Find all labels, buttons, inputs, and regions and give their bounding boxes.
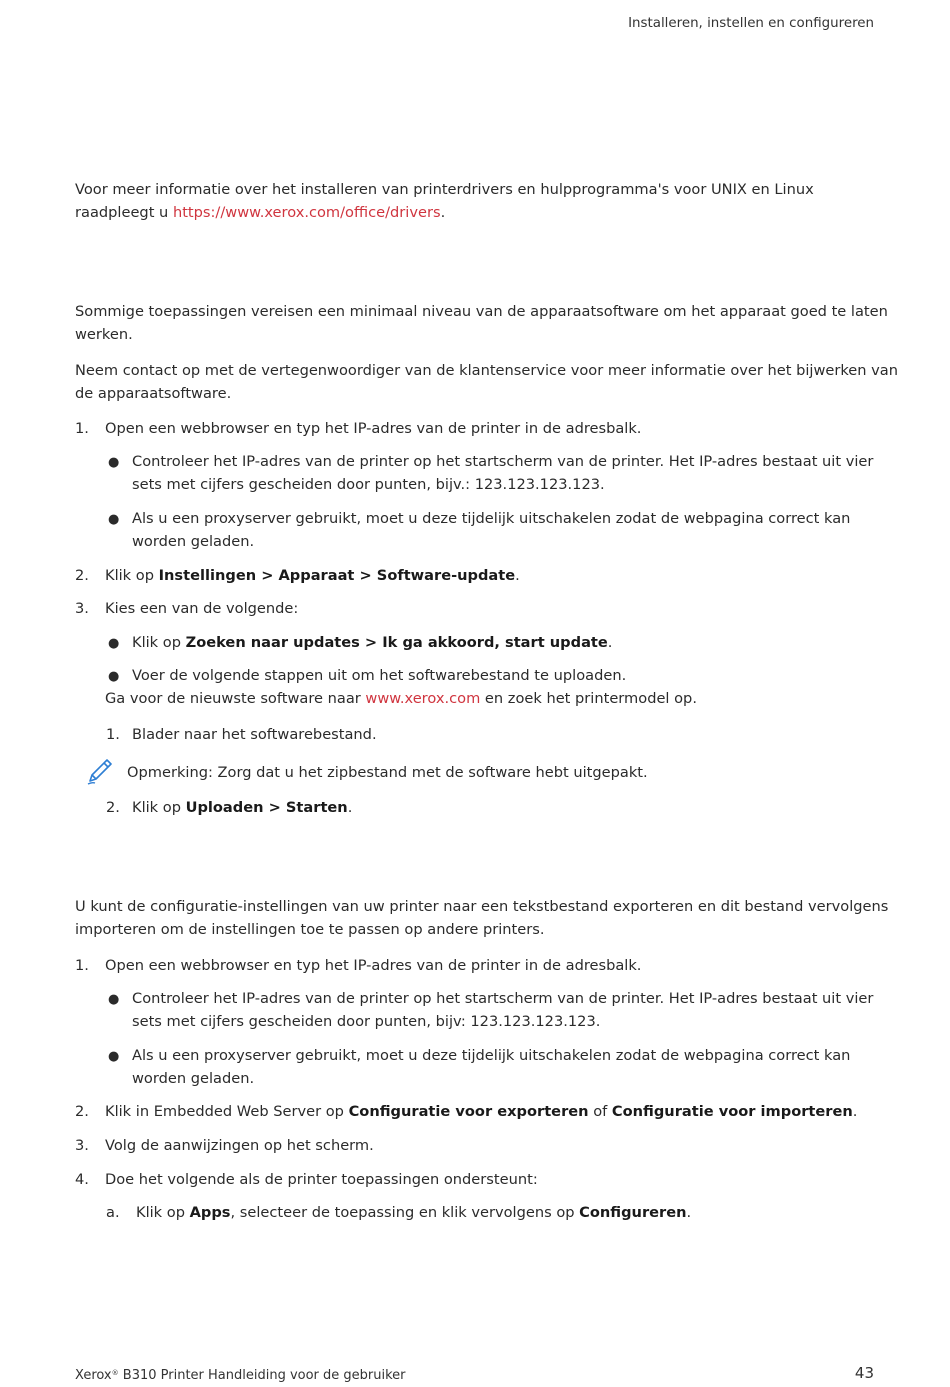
paragraph: Sommige toepassingen vereisen een minimaal niveau van de apparaatsoftware om het apparaat goed te laten: [75, 303, 888, 320]
list-number: 3.: [75, 600, 89, 617]
pencil-note-icon: [86, 757, 114, 785]
paragraph: raadpleegt u https://www.xerox.com/office/drivers.: [75, 204, 446, 221]
paragraph: de apparaatsoftware.: [75, 385, 232, 402]
list-item: worden geladen.: [132, 533, 255, 550]
paragraph: U kunt de configuratie-instellingen van uw printer naar een tekstbestand exporteren en dit bestand vervolgens: [75, 898, 889, 915]
bullet-icon: ●: [108, 455, 120, 470]
running-header: Installeren, instellen en configureren: [628, 16, 874, 31]
list-item: Doe het volgende als de printer toepassingen ondersteunt:: [105, 1171, 538, 1188]
paragraph: importeren om de instellingen toe te passen op andere printers.: [75, 921, 545, 938]
list-item: Volg de aanwijzingen op het scherm.: [105, 1137, 374, 1154]
bullet-icon: ●: [108, 636, 120, 651]
list-item: Als u een proxyserver gebruikt, moet u deze tijdelijk uitschakelen zodat de webpagina correct kan: [132, 510, 851, 527]
bullet-icon: ●: [108, 669, 120, 684]
list-number: 1.: [75, 420, 89, 437]
list-item: Controleer het IP-adres van de printer op het startscherm van de printer. Het IP-adres bestaat uit vier: [132, 453, 874, 470]
list-item: Klik op Apps, selecteer de toepassing en klik vervolgens op Configureren.: [136, 1204, 692, 1221]
list-number: 1.: [106, 726, 120, 743]
list-item: Als u een proxyserver gebruikt, moet u deze tijdelijk uitschakelen zodat de webpagina correct kan: [132, 1047, 851, 1064]
paragraph: Neem contact op met de vertegenwoordiger van de klantenservice voor meer informatie over het bijwerken van: [75, 362, 899, 379]
list-number: 2.: [75, 1103, 89, 1120]
drivers-link[interactable]: https://www.xerox.com/office/drivers: [172, 204, 441, 221]
bullet-icon: ●: [108, 512, 120, 527]
list-item: Open een webbrowser en typ het IP-adres van de printer in de adresbalk.: [105, 420, 642, 437]
bullet-icon: ●: [108, 992, 120, 1007]
bullet-icon: ●: [108, 1049, 120, 1064]
xerox-link[interactable]: www.xerox.com: [365, 690, 481, 707]
paragraph: werken.: [75, 326, 133, 343]
list-item: Ga voor de nieuwste software naar www.xerox.com en zoek het printermodel op.: [105, 690, 697, 707]
list-item: Klik in Embedded Web Server op Configuratie voor exporteren of Configuratie voor importeren.: [105, 1103, 858, 1120]
list-item: Voer de volgende stappen uit om het softwarebestand te uploaden.: [132, 667, 627, 684]
list-item: Controleer het IP-adres van de printer op het startscherm van de printer. Het IP-adres bestaat uit vier: [132, 990, 874, 1007]
footer-title: Xerox® B310 Printer Handleiding voor de gebruiker: [75, 1368, 406, 1383]
list-item: Open een webbrowser en typ het IP-adres van de printer in de adresbalk.: [105, 957, 642, 974]
note-text: Opmerking: Zorg dat u het zipbestand met de software hebt uitgepakt.: [127, 764, 648, 781]
list-letter: a.: [106, 1204, 120, 1221]
list-item: Klik op Zoeken naar updates > Ik ga akkoord, start update.: [132, 634, 613, 651]
list-number: 4.: [75, 1171, 89, 1188]
list-item: Klik op Instellingen > Apparaat > Software-update.: [105, 567, 520, 584]
list-item: sets met cijfers gescheiden door punten, bijv.: 123.123.123.123.: [132, 476, 605, 493]
list-item: Blader naar het softwarebestand.: [132, 726, 377, 743]
list-item: Kies een van de volgende:: [105, 600, 299, 617]
list-item: worden geladen.: [132, 1070, 255, 1087]
page-number: 43: [854, 1364, 874, 1382]
list-number: 2.: [106, 799, 120, 816]
list-number: 1.: [75, 957, 89, 974]
list-item: Klik op Uploaden > Starten.: [132, 799, 353, 816]
list-number: 2.: [75, 567, 89, 584]
paragraph: Voor meer informatie over het installeren van printerdrivers en hulpprogramma's voor UNIX en Linux: [75, 181, 814, 198]
list-item: sets met cijfers gescheiden door punten, bijv: 123.123.123.123.: [132, 1013, 601, 1030]
list-number: 3.: [75, 1137, 89, 1154]
